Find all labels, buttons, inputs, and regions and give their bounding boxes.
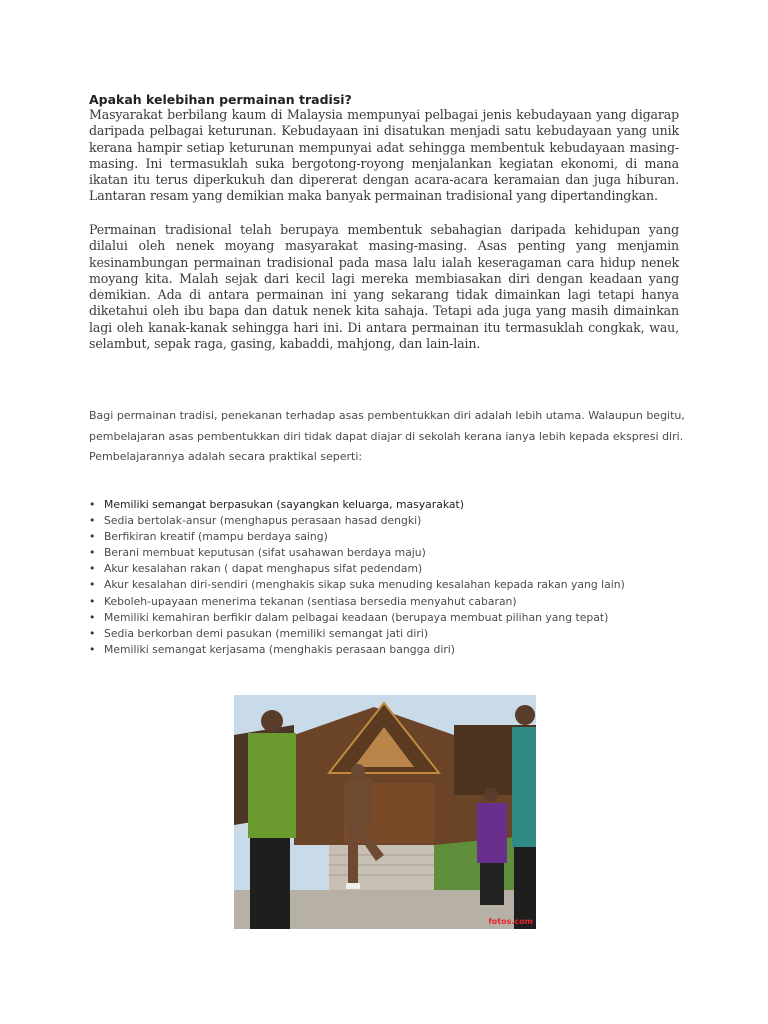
list-item	[89, 626, 625, 642]
list-item-text: Berani membuat keputusan (sifat usahawan berdaya maju)	[104, 546, 426, 560]
list-item-text: Berfikiran kreatif (mampu berdaya saing)	[104, 530, 328, 544]
list-item	[89, 545, 625, 561]
list-item	[89, 497, 625, 513]
player-left-green	[248, 710, 296, 929]
list-item	[89, 642, 625, 658]
paragraph-2: Permainan tradisional telah berupaya membentuk sebahagian daripada kehidupan yang dilalui oleh nenek moyang masyarakat masing-masing. Asas penting yang menjamin kesinambungan permainan tradisional pada masa lalu ialah keseragaman cara hidup nenek moyang kita. Malah sejak dari kecil lagi mereka membiasakan diri dengan keadaan yang demikian. Ada di antara permainan ini yang sekarang tidak dimainkan lagi tetapi hanya diketahui oleh ibu bapa dan datuk nenek kita sahaja. Tetapi ada juga yang masih dimainkan lagi oleh kanak-kanak sehingga hari ini. Di antara permainan itu termasuklah congkak, wau, selambut, sepak raga, gasing, kabaddi, mahjong, dan lain-lain.	[89, 222, 679, 352]
list-item	[89, 561, 625, 577]
player-right-purple	[477, 788, 507, 905]
list-item-text: Akur kesalahan diri-sendiri (menghakis sikap suka menuding kesalahan kepada rakan yang lain)	[104, 578, 625, 592]
intro-paragraph: Bagi permainan tradisi, penekanan terhadap asas pembentukkan diri adalah lebih utama. Walaupun begitu, pembelajaran asas pembentukkan diri tidak dapat diajar di sekolah kerana ianya lebih kepada ekspresi diri. Pembelajarannya adalah secara praktikal seperti:	[89, 409, 685, 463]
paragraph-1: Masyarakat berbilang kaum di Malaysia mempunyai pelbagai jenis kebudayaan yang digarap daripada pelbagai keturunan. Kebudayaan ini disatukan menjadi satu kebudayaan yang unik kerana hampir setiap keturunan mempunyai adat sehingga membentuk kebudayaan masing-masing. Ini termasuklah suka bergotong-royong menjalankan kegiatan ekonomi, di mana ikatan itu terus diperkukuh dan dipererat dengan acara-acara keramaian dan juga hiburan. Lantaran resam yang demikian maka banyak permainan tradisional yang dipertandingkan.	[89, 107, 679, 204]
bullet-icon: •	[89, 578, 96, 592]
list-item-text: Keboleh-upayaan menerima tekanan (sentiasa bersedia menyahut cabaran)	[104, 594, 517, 608]
bullet-icon: •	[89, 530, 96, 544]
bullet-icon: •	[89, 642, 96, 656]
list-item-text: Memiliki kemahiran berfikir dalam pelbagai keadaan (berupaya membuat pilihan yang tepat)	[104, 610, 609, 624]
bullet-icon: •	[89, 546, 96, 560]
list-item	[89, 529, 625, 545]
bullet-icon: •	[89, 610, 96, 624]
bullet-icon: •	[89, 498, 96, 511]
bullet-icon: •	[89, 594, 96, 608]
benefits-list	[89, 497, 625, 658]
photo-watermark: fotos.com	[488, 917, 533, 926]
player-far-right-teal	[512, 705, 536, 929]
photo-traditional-game	[234, 695, 536, 929]
list-item-text: Akur kesalahan rakan ( dapat menghapus sifat pedendam)	[104, 562, 423, 576]
bullet-icon: •	[89, 514, 96, 528]
section-heading: Apakah kelebihan permainan tradisi?	[89, 92, 352, 107]
list-item-text: Sedia berkorban demi pasukan (memiliki semangat jati diri)	[104, 626, 429, 640]
photo-illustration	[234, 695, 536, 929]
list-item-text: Memiliki semangat berpasukan (sayangkan keluarga, masyarakat)	[104, 498, 464, 511]
list-item	[89, 577, 625, 593]
list-item	[89, 594, 625, 610]
list-item	[89, 513, 625, 529]
bullet-icon: •	[89, 562, 96, 576]
list-item	[89, 610, 625, 626]
bullet-icon: •	[89, 626, 96, 640]
list-item-text: Sedia bertolak-ansur (menghapus perasaan hasad dengki)	[104, 514, 422, 528]
list-item-text: Memiliki semangat kerjasama (menghakis perasaan bangga diri)	[104, 642, 456, 656]
